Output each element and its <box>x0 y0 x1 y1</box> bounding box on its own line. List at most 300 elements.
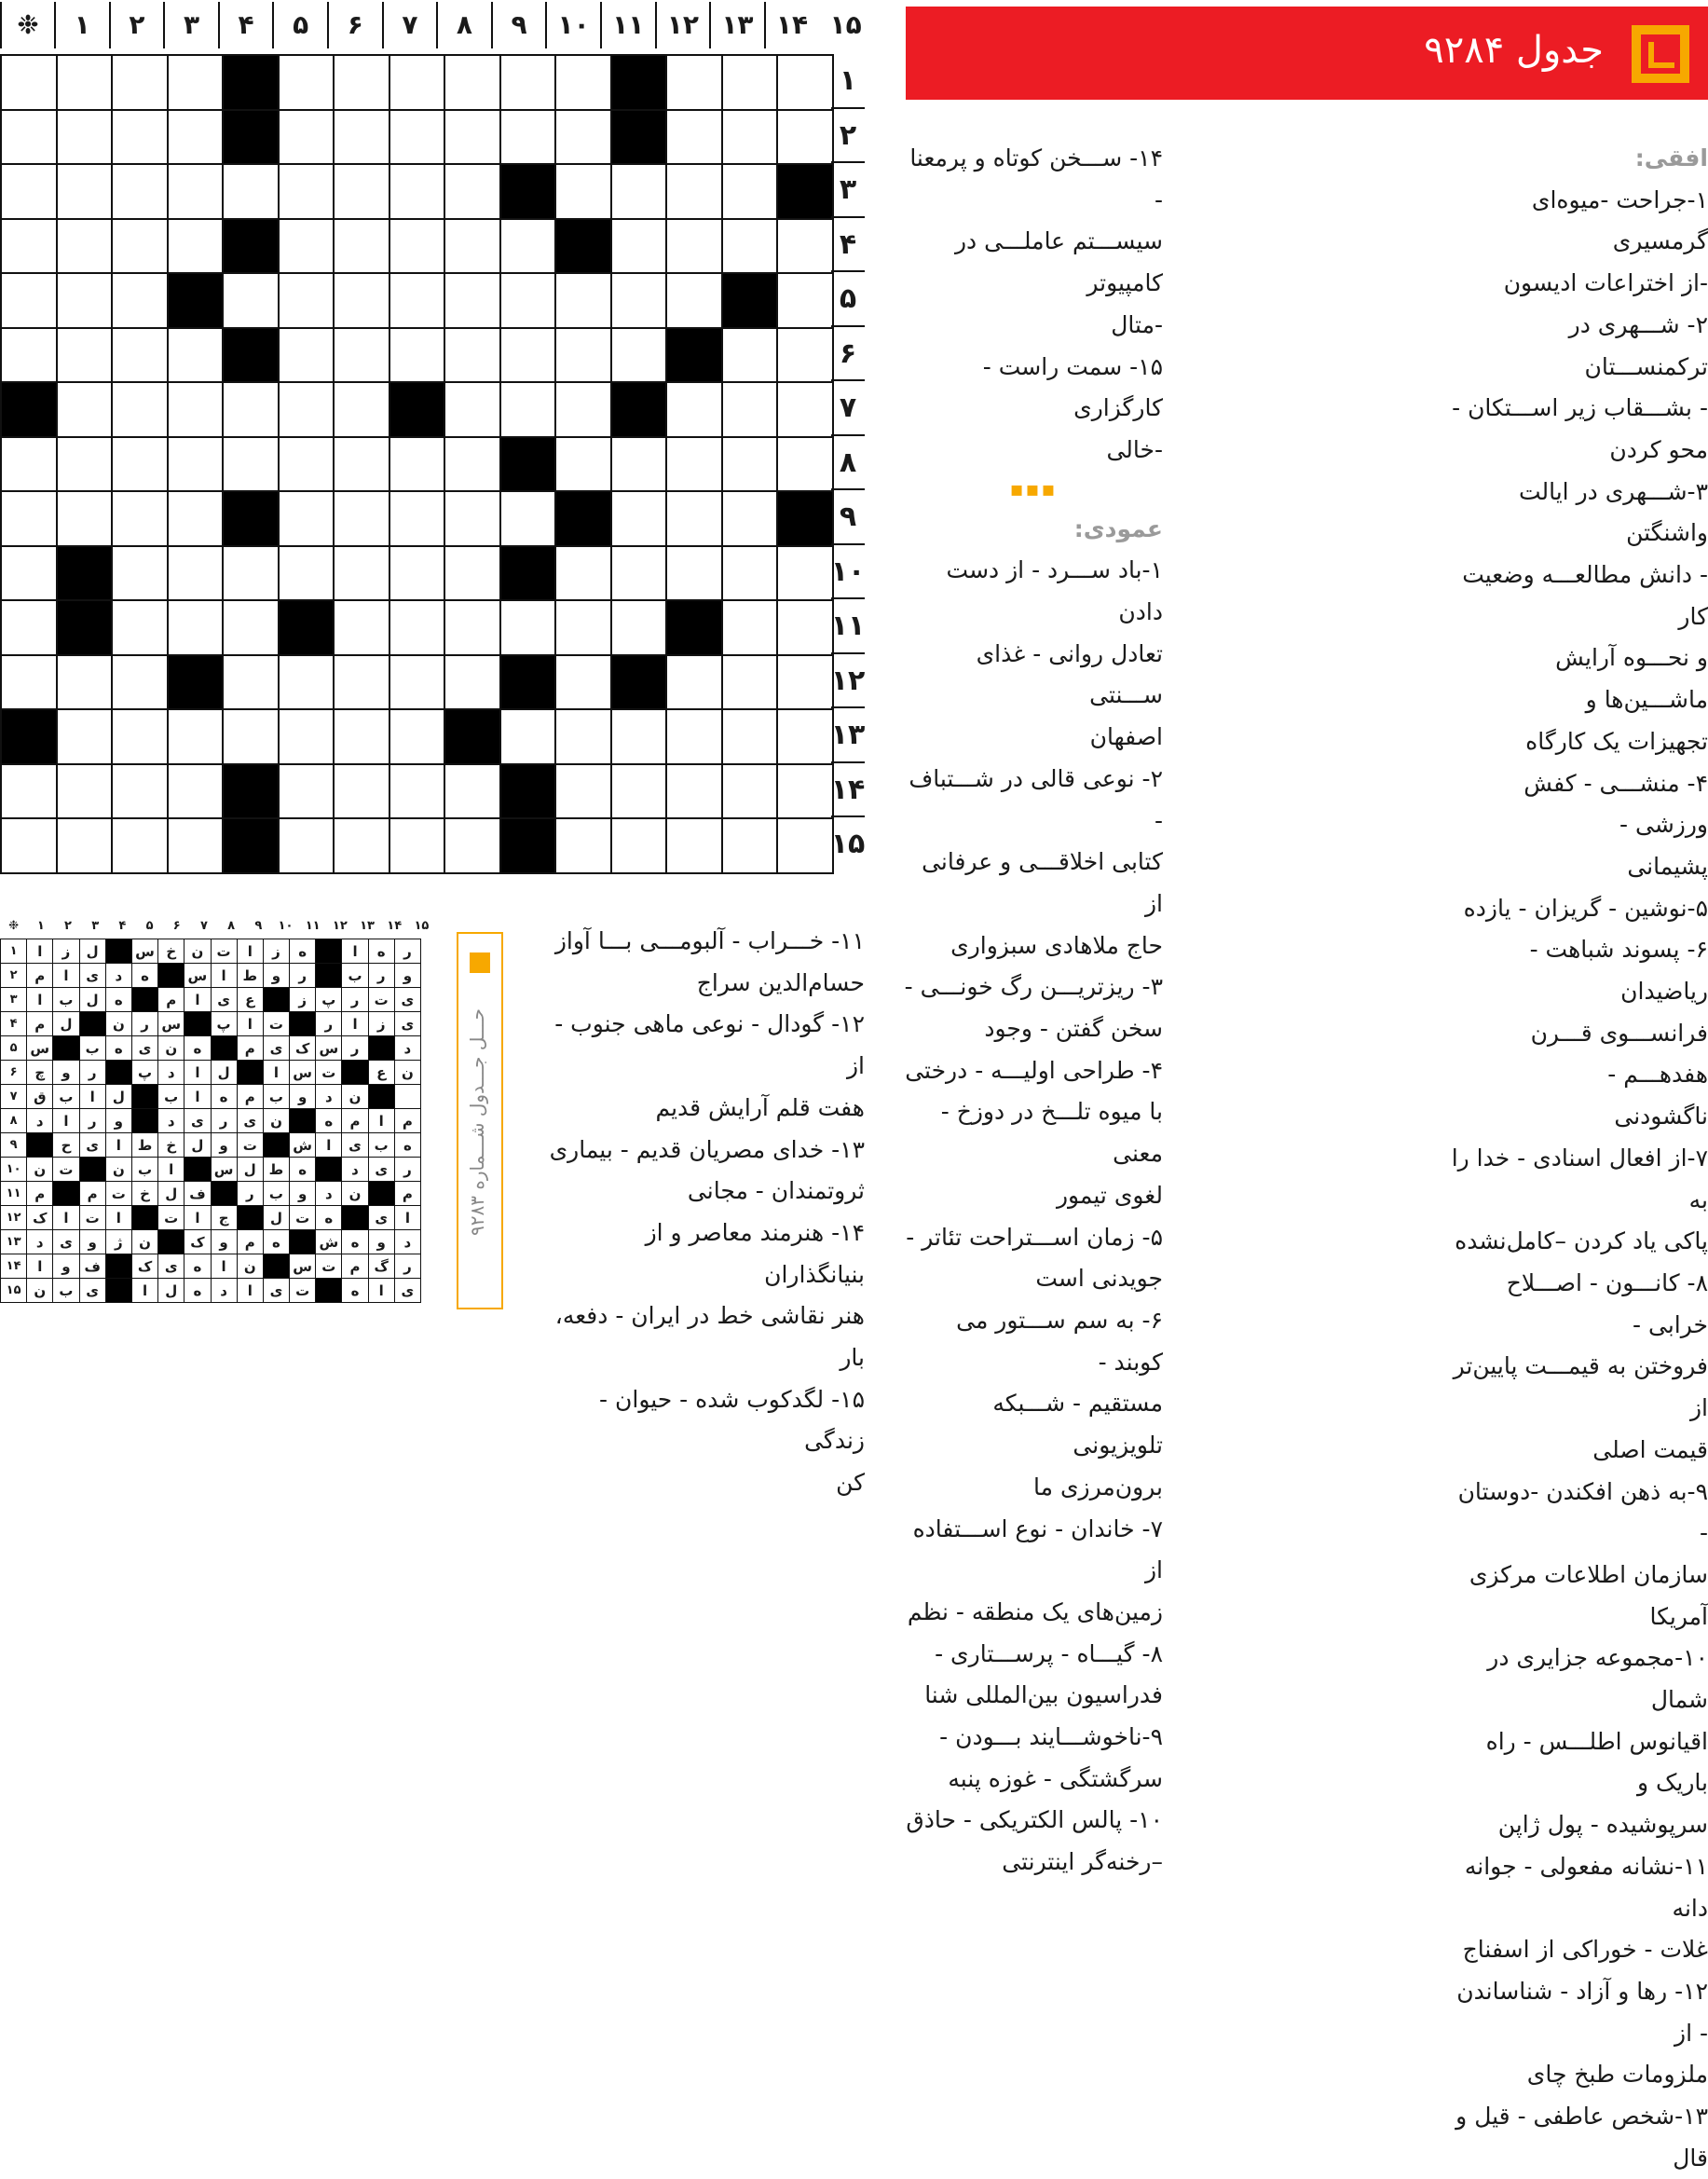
solution-cell: ا <box>105 1133 131 1158</box>
empty-cell[interactable] <box>279 437 335 492</box>
empty-cell[interactable] <box>444 491 500 546</box>
empty-cell[interactable] <box>389 546 445 601</box>
empty-cell[interactable] <box>666 219 722 274</box>
row-number: ۵ <box>820 272 876 327</box>
black-cell <box>666 600 722 655</box>
empty-cell[interactable] <box>500 709 556 764</box>
empty-cell[interactable] <box>611 764 667 819</box>
solution-cell: م <box>342 1254 368 1279</box>
empty-cell[interactable] <box>1 600 57 655</box>
empty-cell[interactable] <box>168 709 224 764</box>
solution-cell: ن <box>27 1279 53 1303</box>
empty-cell[interactable] <box>223 600 279 655</box>
row-number: ۱۲ <box>820 654 876 709</box>
solution-black-cell <box>316 939 342 964</box>
empty-cell[interactable] <box>168 164 224 219</box>
empty-cell[interactable] <box>555 818 611 873</box>
solution-cell: ش <box>316 1230 342 1254</box>
empty-cell[interactable] <box>611 273 667 328</box>
empty-cell[interactable] <box>57 437 113 492</box>
empty-cell[interactable] <box>722 328 778 383</box>
solution-cell: ا <box>368 1279 394 1303</box>
empty-cell[interactable] <box>334 219 389 274</box>
empty-cell[interactable] <box>611 491 667 546</box>
empty-cell[interactable] <box>500 491 556 546</box>
empty-cell[interactable] <box>555 764 611 819</box>
solution-cell: ر <box>394 1254 420 1279</box>
solution-cell: ت <box>158 1206 184 1230</box>
solution-column-number: ۵ <box>145 919 154 933</box>
empty-cell[interactable] <box>722 55 778 110</box>
empty-cell[interactable] <box>500 328 556 383</box>
empty-cell[interactable] <box>722 437 778 492</box>
column-number: ۵ <box>272 2 327 48</box>
empty-cell[interactable] <box>666 709 722 764</box>
solution-cell: د <box>394 1230 420 1254</box>
solution-cell: ا <box>237 1012 263 1036</box>
solution-cell: ن <box>105 1012 131 1036</box>
empty-cell[interactable] <box>334 491 389 546</box>
empty-cell[interactable] <box>555 382 611 437</box>
empty-cell[interactable] <box>722 709 778 764</box>
empty-cell[interactable] <box>279 110 335 165</box>
empty-cell[interactable] <box>57 382 113 437</box>
solution-cell: ف <box>79 1254 105 1279</box>
black-cell <box>500 764 556 819</box>
empty-cell[interactable] <box>722 219 778 274</box>
empty-cell[interactable] <box>500 110 556 165</box>
empty-cell[interactable] <box>168 55 224 110</box>
empty-cell[interactable] <box>112 273 168 328</box>
black-cell <box>666 328 722 383</box>
empty-cell[interactable] <box>555 273 611 328</box>
empty-cell[interactable] <box>555 328 611 383</box>
black-cell <box>223 764 279 819</box>
row-number: ۱۰ <box>820 545 876 600</box>
black-cell <box>500 546 556 601</box>
solution-black-cell <box>368 1085 394 1109</box>
empty-cell[interactable] <box>279 55 335 110</box>
empty-cell[interactable] <box>666 437 722 492</box>
solution-cell: د <box>105 964 131 988</box>
empty-cell[interactable] <box>555 164 611 219</box>
empty-cell[interactable] <box>223 709 279 764</box>
empty-cell[interactable] <box>57 164 113 219</box>
solution-cell: ه <box>105 1036 131 1061</box>
empty-cell[interactable] <box>168 764 224 819</box>
empty-cell[interactable] <box>444 764 500 819</box>
solution-black-cell <box>237 1206 263 1230</box>
grid-row <box>1 709 833 764</box>
solution-column-number: ۴ <box>118 919 127 933</box>
empty-cell[interactable] <box>444 600 500 655</box>
empty-cell[interactable] <box>666 55 722 110</box>
solution-row <box>1 1085 421 1109</box>
solution-black-cell <box>342 1061 368 1085</box>
empty-cell[interactable] <box>389 164 445 219</box>
empty-cell[interactable] <box>1 219 57 274</box>
empty-cell[interactable] <box>168 818 224 873</box>
across-clue: اقیانوس اطلـــس - راه باریک و <box>1485 1727 1708 1797</box>
empty-cell[interactable] <box>444 437 500 492</box>
empty-cell[interactable] <box>334 164 389 219</box>
empty-cell[interactable] <box>279 219 335 274</box>
black-cell <box>223 491 279 546</box>
empty-cell[interactable] <box>223 546 279 601</box>
empty-cell[interactable] <box>168 110 224 165</box>
solution-cell: خ <box>158 939 184 964</box>
empty-cell[interactable] <box>112 55 168 110</box>
empty-cell[interactable] <box>57 55 113 110</box>
empty-cell[interactable] <box>666 110 722 165</box>
empty-cell[interactable] <box>555 709 611 764</box>
empty-cell[interactable] <box>1 491 57 546</box>
empty-cell[interactable] <box>57 110 113 165</box>
empty-cell[interactable] <box>112 655 168 710</box>
black-cell <box>57 546 113 601</box>
empty-cell[interactable] <box>223 437 279 492</box>
solution-cell: د <box>316 1182 342 1206</box>
empty-cell[interactable] <box>112 600 168 655</box>
puzzle-header <box>906 7 1708 100</box>
empty-cell[interactable] <box>722 382 778 437</box>
empty-cell[interactable] <box>722 491 778 546</box>
empty-cell[interactable] <box>279 273 335 328</box>
solution-cell: ت <box>211 939 237 964</box>
solution-black-cell <box>263 988 289 1012</box>
grid-row <box>1 328 833 383</box>
solution-cell: ب <box>263 1182 289 1206</box>
empty-cell[interactable] <box>279 164 335 219</box>
solution-cell: ر <box>316 1012 342 1036</box>
solution-cell: ر <box>342 1036 368 1061</box>
empty-cell[interactable] <box>666 491 722 546</box>
empty-cell[interactable] <box>722 546 778 601</box>
grid-row <box>1 437 833 492</box>
empty-cell[interactable] <box>611 818 667 873</box>
empty-cell[interactable] <box>389 818 445 873</box>
solution-cell: ت <box>316 1061 342 1085</box>
empty-cell[interactable] <box>112 764 168 819</box>
empty-cell[interactable] <box>444 328 500 383</box>
empty-cell[interactable] <box>500 55 556 110</box>
grid-row <box>1 382 833 437</box>
column-number: ۲ <box>109 2 164 48</box>
empty-cell[interactable] <box>722 818 778 873</box>
empty-cell[interactable] <box>57 655 113 710</box>
solution-cell: ک <box>290 1036 316 1061</box>
empty-cell[interactable] <box>555 546 611 601</box>
empty-cell[interactable] <box>1 437 57 492</box>
empty-cell[interactable] <box>389 491 445 546</box>
solution-column-number: ۶ <box>172 919 181 933</box>
empty-cell[interactable] <box>1 655 57 710</box>
empty-cell[interactable] <box>389 219 445 274</box>
empty-cell[interactable] <box>555 110 611 165</box>
empty-cell[interactable] <box>666 382 722 437</box>
solution-row-number: ۱۲ <box>1 1206 27 1230</box>
empty-cell[interactable] <box>666 164 722 219</box>
empty-cell[interactable] <box>112 491 168 546</box>
solution-cell: ح <box>53 1133 79 1158</box>
empty-cell[interactable] <box>279 818 335 873</box>
down-clue: هفت قلم آرایش قدیم <box>655 1093 865 1121</box>
empty-cell[interactable] <box>168 382 224 437</box>
empty-cell[interactable] <box>57 273 113 328</box>
empty-cell[interactable] <box>112 164 168 219</box>
solution-cell: خ <box>131 1182 157 1206</box>
empty-cell[interactable] <box>389 110 445 165</box>
solution-cell: ا <box>53 1109 79 1133</box>
empty-cell[interactable] <box>334 818 389 873</box>
empty-cell[interactable] <box>389 709 445 764</box>
empty-cell[interactable] <box>279 382 335 437</box>
empty-cell[interactable] <box>279 328 335 383</box>
empty-cell[interactable] <box>57 219 113 274</box>
empty-cell[interactable] <box>1 164 57 219</box>
grid-row <box>1 55 833 110</box>
solution-cell: ی <box>394 1279 420 1303</box>
solution-cell: م <box>27 1182 53 1206</box>
empty-cell[interactable] <box>168 546 224 601</box>
down-heading: عمودی: <box>1073 514 1163 542</box>
empty-cell[interactable] <box>112 328 168 383</box>
empty-cell[interactable] <box>112 219 168 274</box>
empty-cell[interactable] <box>112 709 168 764</box>
across-clue: ۱۰-مجموعه جزایری در شمال <box>1487 1644 1708 1714</box>
solution-cell: م <box>158 988 184 1012</box>
solution-cell: و <box>105 1109 131 1133</box>
empty-cell[interactable] <box>389 55 445 110</box>
solution-cell: ش <box>290 1133 316 1158</box>
empty-cell[interactable] <box>57 818 113 873</box>
empty-cell[interactable] <box>334 110 389 165</box>
black-cell <box>500 818 556 873</box>
empty-cell[interactable] <box>555 55 611 110</box>
across-clue: پشیمانی <box>1627 852 1708 880</box>
empty-cell[interactable] <box>611 437 667 492</box>
empty-cell[interactable] <box>722 655 778 710</box>
across-clue: ۱۲- رها و آزاد - شناساندن - از <box>1456 1977 1708 2047</box>
solution-cell: ه <box>131 964 157 988</box>
empty-cell[interactable] <box>223 164 279 219</box>
empty-cell[interactable] <box>500 219 556 274</box>
column-number: ۷ <box>382 2 437 48</box>
solution-cell: ل <box>79 988 105 1012</box>
empty-cell[interactable] <box>168 328 224 383</box>
empty-cell[interactable] <box>223 382 279 437</box>
solution-cell: و <box>53 1061 79 1085</box>
empty-cell[interactable] <box>611 328 667 383</box>
black-cell <box>279 600 335 655</box>
empty-cell[interactable] <box>555 655 611 710</box>
empty-cell[interactable] <box>611 546 667 601</box>
across-clue: ۷-از افعال اسنادی - خدا را به <box>1451 1144 1708 1213</box>
empty-cell[interactable] <box>334 709 389 764</box>
empty-cell[interactable] <box>223 273 279 328</box>
row-number: ۹ <box>820 490 876 545</box>
empty-cell[interactable] <box>168 600 224 655</box>
empty-cell[interactable] <box>611 164 667 219</box>
empty-cell[interactable] <box>666 655 722 710</box>
solution-cell: ر <box>290 964 316 988</box>
empty-cell[interactable] <box>1 273 57 328</box>
clues-middle-column <box>904 138 1163 1884</box>
solution-cell: خ <box>158 1133 184 1158</box>
empty-cell[interactable] <box>334 546 389 601</box>
solution-cell: ه <box>263 1230 289 1254</box>
down-clue: ۱۴- هنرمند معاصر و از بنیانگذاران <box>645 1218 865 1288</box>
across-clue: ۱۳-شخص عاطفی - قیل و قال <box>1455 2103 1708 2172</box>
solution-cell: ی <box>368 1158 394 1182</box>
empty-cell[interactable] <box>223 655 279 710</box>
solution-cell: و <box>211 1230 237 1254</box>
solution-black-cell <box>342 1206 368 1230</box>
empty-cell[interactable] <box>334 382 389 437</box>
empty-cell[interactable] <box>666 273 722 328</box>
empty-cell[interactable] <box>500 600 556 655</box>
empty-cell[interactable] <box>112 437 168 492</box>
solution-column-number: ۱۰ <box>278 919 294 933</box>
empty-cell[interactable] <box>666 546 722 601</box>
empty-cell[interactable] <box>334 55 389 110</box>
across-clue: سازمان اطلاعات مرکزی آمریکا <box>1469 1560 1708 1630</box>
empty-cell[interactable] <box>444 110 500 165</box>
down-clue: ۱-باد ســـرد - از دست دادن <box>946 556 1163 626</box>
empty-cell[interactable] <box>334 600 389 655</box>
solution-row <box>1 964 421 988</box>
empty-cell[interactable] <box>279 491 335 546</box>
down-clue: حسام‌الدین سراج <box>696 968 865 996</box>
empty-cell[interactable] <box>279 546 335 601</box>
empty-cell[interactable] <box>722 164 778 219</box>
solution-black-cell <box>263 1133 289 1158</box>
solution-black-cell <box>316 964 342 988</box>
solution-cell: ی <box>237 1109 263 1133</box>
empty-cell[interactable] <box>334 437 389 492</box>
empty-cell[interactable] <box>112 818 168 873</box>
empty-cell[interactable] <box>611 600 667 655</box>
empty-cell[interactable] <box>444 55 500 110</box>
empty-cell[interactable] <box>444 818 500 873</box>
solution-cell: ر <box>79 1109 105 1133</box>
empty-cell[interactable] <box>389 437 445 492</box>
solution-cell: ه <box>290 1158 316 1182</box>
empty-cell[interactable] <box>112 382 168 437</box>
solution-cell: ا <box>53 1206 79 1230</box>
empty-cell[interactable] <box>1 328 57 383</box>
empty-cell[interactable] <box>500 382 556 437</box>
empty-cell[interactable] <box>444 219 500 274</box>
empty-cell[interactable] <box>168 437 224 492</box>
solution-cell: ت <box>290 1206 316 1230</box>
empty-cell[interactable] <box>389 764 445 819</box>
empty-cell[interactable] <box>1 55 57 110</box>
empty-cell[interactable] <box>555 437 611 492</box>
solution-row-number: ۹ <box>1 1133 27 1158</box>
black-cell <box>223 55 279 110</box>
empty-cell[interactable] <box>279 709 335 764</box>
solution-cell: م <box>394 1109 420 1133</box>
empty-cell[interactable] <box>611 219 667 274</box>
empty-cell[interactable] <box>1 546 57 601</box>
empty-cell[interactable] <box>444 164 500 219</box>
empty-cell[interactable] <box>1 818 57 873</box>
empty-cell[interactable] <box>555 600 611 655</box>
across-clue: -خالی <box>1106 435 1163 463</box>
empty-cell[interactable] <box>389 328 445 383</box>
solution-column-number: ۱۵ <box>414 919 430 933</box>
solution-cell: ا <box>316 1133 342 1158</box>
empty-cell[interactable] <box>334 273 389 328</box>
empty-cell[interactable] <box>57 764 113 819</box>
solution-cell: ر <box>131 1012 157 1036</box>
solution-cell: و <box>53 1254 79 1279</box>
solution-cell: ل <box>158 1279 184 1303</box>
empty-cell[interactable] <box>722 600 778 655</box>
empty-cell[interactable] <box>666 818 722 873</box>
empty-cell[interactable] <box>1 110 57 165</box>
solution-cell: و <box>290 1085 316 1109</box>
empty-cell[interactable] <box>389 600 445 655</box>
solution-cell: ی <box>79 964 105 988</box>
empty-cell[interactable] <box>112 546 168 601</box>
solution-cell: ن <box>27 1158 53 1182</box>
empty-cell[interactable] <box>1 764 57 819</box>
black-cell <box>168 655 224 710</box>
empty-cell[interactable] <box>389 655 445 710</box>
solution-cell: ا <box>158 1158 184 1182</box>
empty-cell[interactable] <box>444 273 500 328</box>
solution-cell: س <box>27 1036 53 1061</box>
empty-cell[interactable] <box>334 764 389 819</box>
solution-cell: ت <box>290 1279 316 1303</box>
empty-cell[interactable] <box>444 382 500 437</box>
solution-grid <box>0 939 421 1303</box>
empty-cell[interactable] <box>444 546 500 601</box>
solution-cell: م <box>237 1036 263 1061</box>
empty-cell[interactable] <box>389 273 445 328</box>
empty-cell[interactable] <box>168 491 224 546</box>
empty-cell[interactable] <box>334 655 389 710</box>
empty-cell[interactable] <box>444 655 500 710</box>
empty-cell[interactable] <box>57 491 113 546</box>
solution-cell: ی <box>394 988 420 1012</box>
solution-black-cell <box>368 1036 394 1061</box>
solution-column-number: ۱۴ <box>387 919 403 933</box>
solution-cell: ل <box>263 1206 289 1230</box>
solution-cell: ن <box>342 1085 368 1109</box>
empty-cell[interactable] <box>500 273 556 328</box>
empty-cell[interactable] <box>611 709 667 764</box>
empty-cell[interactable] <box>722 110 778 165</box>
empty-cell[interactable] <box>279 764 335 819</box>
empty-cell[interactable] <box>334 328 389 383</box>
grid-row <box>1 764 833 819</box>
empty-cell[interactable] <box>57 709 113 764</box>
empty-cell[interactable] <box>168 219 224 274</box>
across-clue: ۱۴- ســـخن کوتاه و پرمعنا - <box>909 144 1163 213</box>
empty-cell[interactable] <box>57 328 113 383</box>
empty-cell[interactable] <box>112 110 168 165</box>
solution-black-cell <box>184 1158 211 1182</box>
solution-cell: ب <box>53 988 79 1012</box>
black-cell <box>611 382 667 437</box>
empty-cell[interactable] <box>279 655 335 710</box>
solution-cell: ع <box>368 1061 394 1085</box>
empty-cell[interactable] <box>666 764 722 819</box>
empty-cell[interactable] <box>722 764 778 819</box>
